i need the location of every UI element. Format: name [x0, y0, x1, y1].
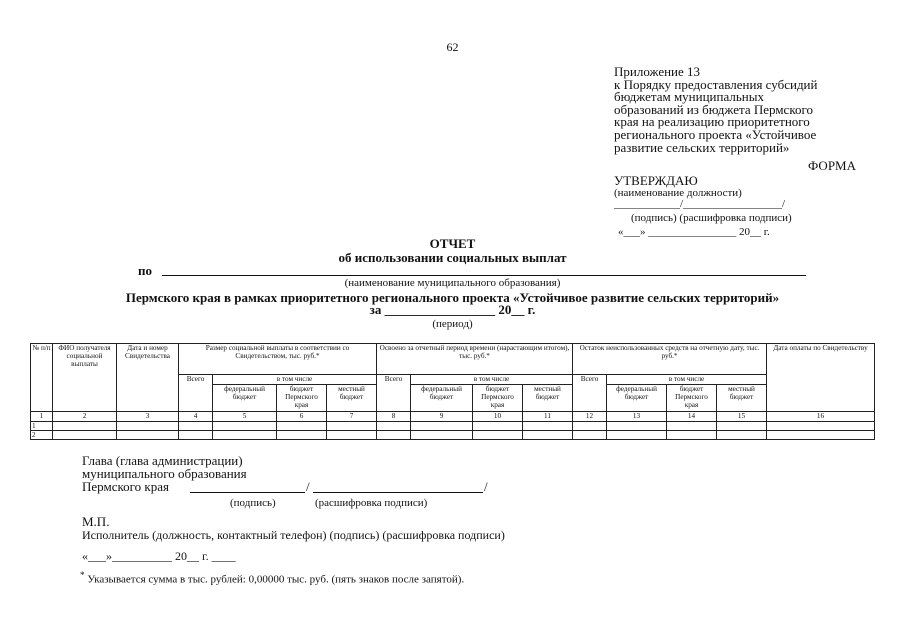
column-number: 10	[473, 412, 523, 422]
footnote-text: Указывается сумма в тыс. рублей: 0,00000 тыс. руб. (пять знаков после запятой).	[84, 573, 465, 586]
row-number: 2	[31, 431, 53, 440]
page-number: 62	[446, 40, 459, 54]
header-regional: бюджет Пермского края	[277, 385, 327, 412]
header-payment-size: Размер социальной выплаты в соответствии со Свидетельством, тыс. руб.*	[179, 344, 377, 375]
separator-slash: /	[484, 479, 488, 494]
header-remainder: Остаток неиспользованных средств на отчетную дату, тыс. руб.*	[573, 344, 767, 375]
approve-sign-line: ____________/__________________/	[614, 198, 786, 210]
appendix-line: развитие сельских территорий»	[614, 139, 790, 155]
report-po: по	[138, 263, 152, 278]
header-spent: Освоено за отчетный период времени (нарастающим итогом), тыс. руб.*	[377, 344, 573, 375]
appendix-line: к Порядку предоставления субсидий	[614, 76, 818, 92]
approve-sign-label: (подпись) (расшифровка подписи)	[631, 212, 792, 224]
approve-position-label: (наименование должности)	[614, 187, 742, 199]
head-line: Глава (глава администрации)	[82, 453, 243, 468]
form-label: ФОРМА	[808, 158, 856, 173]
signature-label: (подпись)	[230, 497, 276, 509]
footer-date-line: «___»__________ 20__ г. ____	[82, 549, 236, 563]
header-local: местный бюджет	[523, 385, 573, 412]
report-period-line: за _________________ 20__ г.	[369, 302, 536, 317]
header-local: местный бюджет	[717, 385, 767, 412]
header-local: местный бюджет	[327, 385, 377, 412]
header-certificate: Дата и номер Свидетельства	[117, 344, 179, 412]
column-number: 5	[213, 412, 277, 422]
appendix-line: края на реализацию приоритетного	[614, 114, 810, 130]
row-number: 1	[31, 422, 53, 431]
report-project-line: Пермского края в рамках приоритетного регионального проекта «Устойчивое развитие сельских территорий»	[125, 290, 780, 305]
header-federal: федеральный бюджет	[411, 385, 473, 412]
head-line: Пермского края	[82, 479, 169, 494]
table-row	[31, 431, 875, 440]
appendix-block	[614, 66, 864, 154]
column-number: 1	[31, 412, 53, 422]
header-total: Всего	[573, 375, 607, 412]
header-regional: бюджет Пермского края	[667, 385, 717, 412]
header-fio: ФИО получателя социальной выплаты	[53, 344, 117, 412]
signature-line	[190, 492, 305, 493]
column-number: 8	[377, 412, 411, 422]
header-total: Всего	[179, 375, 213, 412]
header-number: № п/п	[31, 344, 53, 412]
report-title: ОТЧЕТ	[429, 236, 476, 251]
head-signature-block	[82, 454, 247, 493]
municipality-note: (наименование муниципального образования)	[344, 277, 561, 289]
header-payment-date: Дата оплаты по Свидетельству	[767, 344, 875, 412]
column-number: 3	[117, 412, 179, 422]
column-number: 2	[53, 412, 117, 422]
header-including: в том числе	[213, 375, 377, 385]
column-number: 16	[767, 412, 875, 422]
report-period-note: (период)	[432, 318, 473, 330]
decode-line	[313, 492, 483, 493]
column-number: 4	[179, 412, 213, 422]
column-number: 15	[717, 412, 767, 422]
appendix-line: регионального проекта «Устойчивое	[614, 126, 817, 142]
executor-line: Исполнитель (должность, контактный телефон) (подпись) (расшифровка подписи)	[82, 528, 505, 542]
municipality-line	[162, 275, 806, 276]
header-including: в том числе	[607, 375, 767, 385]
header-federal: федеральный бюджет	[213, 385, 277, 412]
header-federal: федеральный бюджет	[607, 385, 667, 412]
table-row	[31, 422, 875, 431]
appendix-line: бюджетам муниципальных	[614, 89, 764, 105]
separator-slash: /	[306, 479, 310, 494]
column-number: 13	[607, 412, 667, 422]
column-number: 11	[523, 412, 573, 422]
column-number: 7	[327, 412, 377, 422]
header-total: Всего	[377, 375, 411, 412]
appendix-line: Приложение 13	[614, 64, 701, 79]
approve-title: УТВЕРЖДАЮ	[614, 173, 698, 188]
head-line: муниципального образования	[82, 466, 247, 481]
report-subtitle: об использовании социальных выплат	[338, 250, 567, 265]
report-table	[30, 343, 875, 440]
footnote-mark: *	[80, 570, 85, 580]
footnote	[80, 570, 464, 586]
column-number: 6	[277, 412, 327, 422]
header-regional: бюджет Пермского края	[473, 385, 523, 412]
appendix-line: образований из бюджета Пермского	[614, 101, 813, 117]
column-number: 12	[573, 412, 607, 422]
decode-label: (расшифровка подписи)	[315, 497, 428, 509]
approve-date-line: «___» ________________ 20__ г.	[618, 226, 770, 238]
seal-label: М.П.	[82, 514, 110, 529]
header-including: в том числе	[411, 375, 573, 385]
column-number: 14	[667, 412, 717, 422]
column-number: 9	[411, 412, 473, 422]
